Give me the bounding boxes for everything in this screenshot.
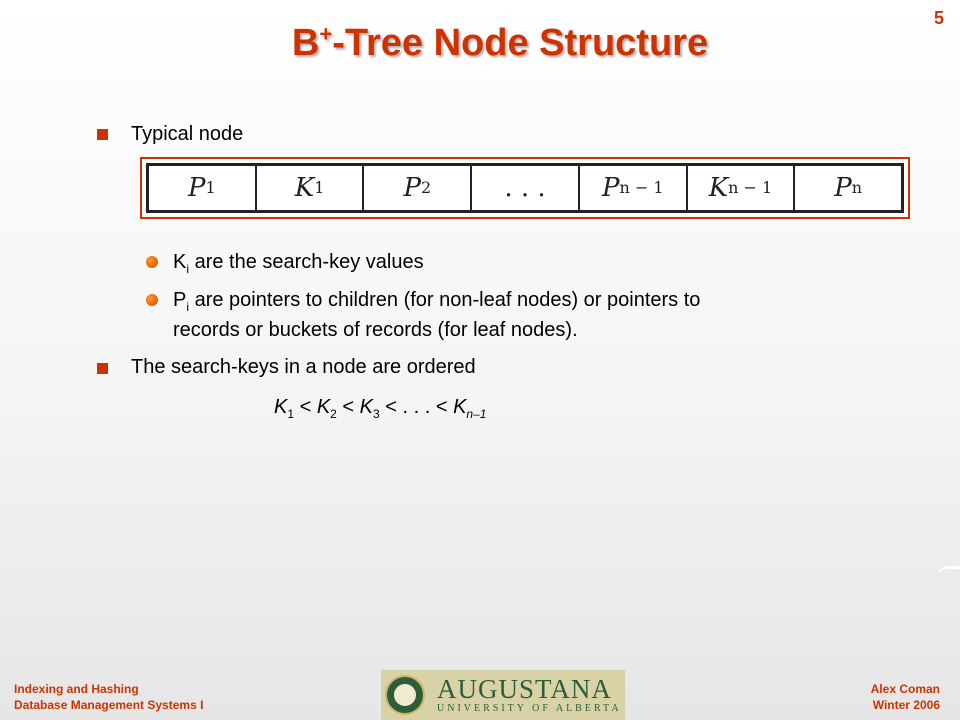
node-diagram <box>140 157 910 219</box>
node-cell-kn-minus-1: K n − 1 <box>688 166 796 210</box>
bullet-ordered: The search-keys in a node are ordered <box>131 356 476 378</box>
node-cell-pn-minus-1: P n − 1 <box>580 166 688 210</box>
square-bullet-icon <box>97 363 108 374</box>
sub-bullet-pointers-line1: $P_i$ are pointers to children (for non-leaf nodes) or pointers to <box>173 289 701 314</box>
university-seal-icon <box>385 675 425 715</box>
footer-author-name: Alex Coman <box>870 682 940 696</box>
square-bullet-icon <box>97 129 108 140</box>
logo-name: AUGUSTANA <box>437 674 612 704</box>
node-cells <box>146 163 904 213</box>
node-cell-ellipsis: . . . <box>472 166 580 210</box>
footer-topic: Indexing and Hashing <box>14 682 139 696</box>
augustana-logo <box>381 670 625 720</box>
ordering-formula: $K_1 < K_2 < K_3$ < . . . < $K_{n-1}$ <box>274 396 487 421</box>
sub-bullet-keys: $K_i$ are the search-key values <box>173 251 424 276</box>
decorative-swoosh <box>938 566 960 583</box>
title-rest: -Tree Node Structure <box>332 22 709 64</box>
slide-number: 5 <box>933 8 944 28</box>
footer-course-name: Database Management Systems I <box>14 698 204 712</box>
node-cell-k1: K 1 <box>257 166 365 210</box>
footer-term: Winter 2006 <box>872 698 940 712</box>
title-b: B <box>291 22 320 64</box>
node-cell-p2: P 2 <box>364 166 472 210</box>
footer-author <box>871 681 940 713</box>
node-cell-p1: P 1 <box>149 166 257 210</box>
title-plus: + <box>319 21 333 47</box>
round-bullet-icon <box>146 294 158 306</box>
slide-title <box>0 22 960 65</box>
footer-course <box>14 681 203 713</box>
bullet-typical-node: Typical node <box>131 123 244 145</box>
sub-bullet-pointers-line2: records or buckets of records (for leaf nodes). <box>173 319 578 341</box>
logo-subtitle: UNIVERSITY OF ALBERTA <box>437 703 622 714</box>
node-cell-pn: P n <box>834 173 863 203</box>
round-bullet-icon <box>146 256 158 268</box>
